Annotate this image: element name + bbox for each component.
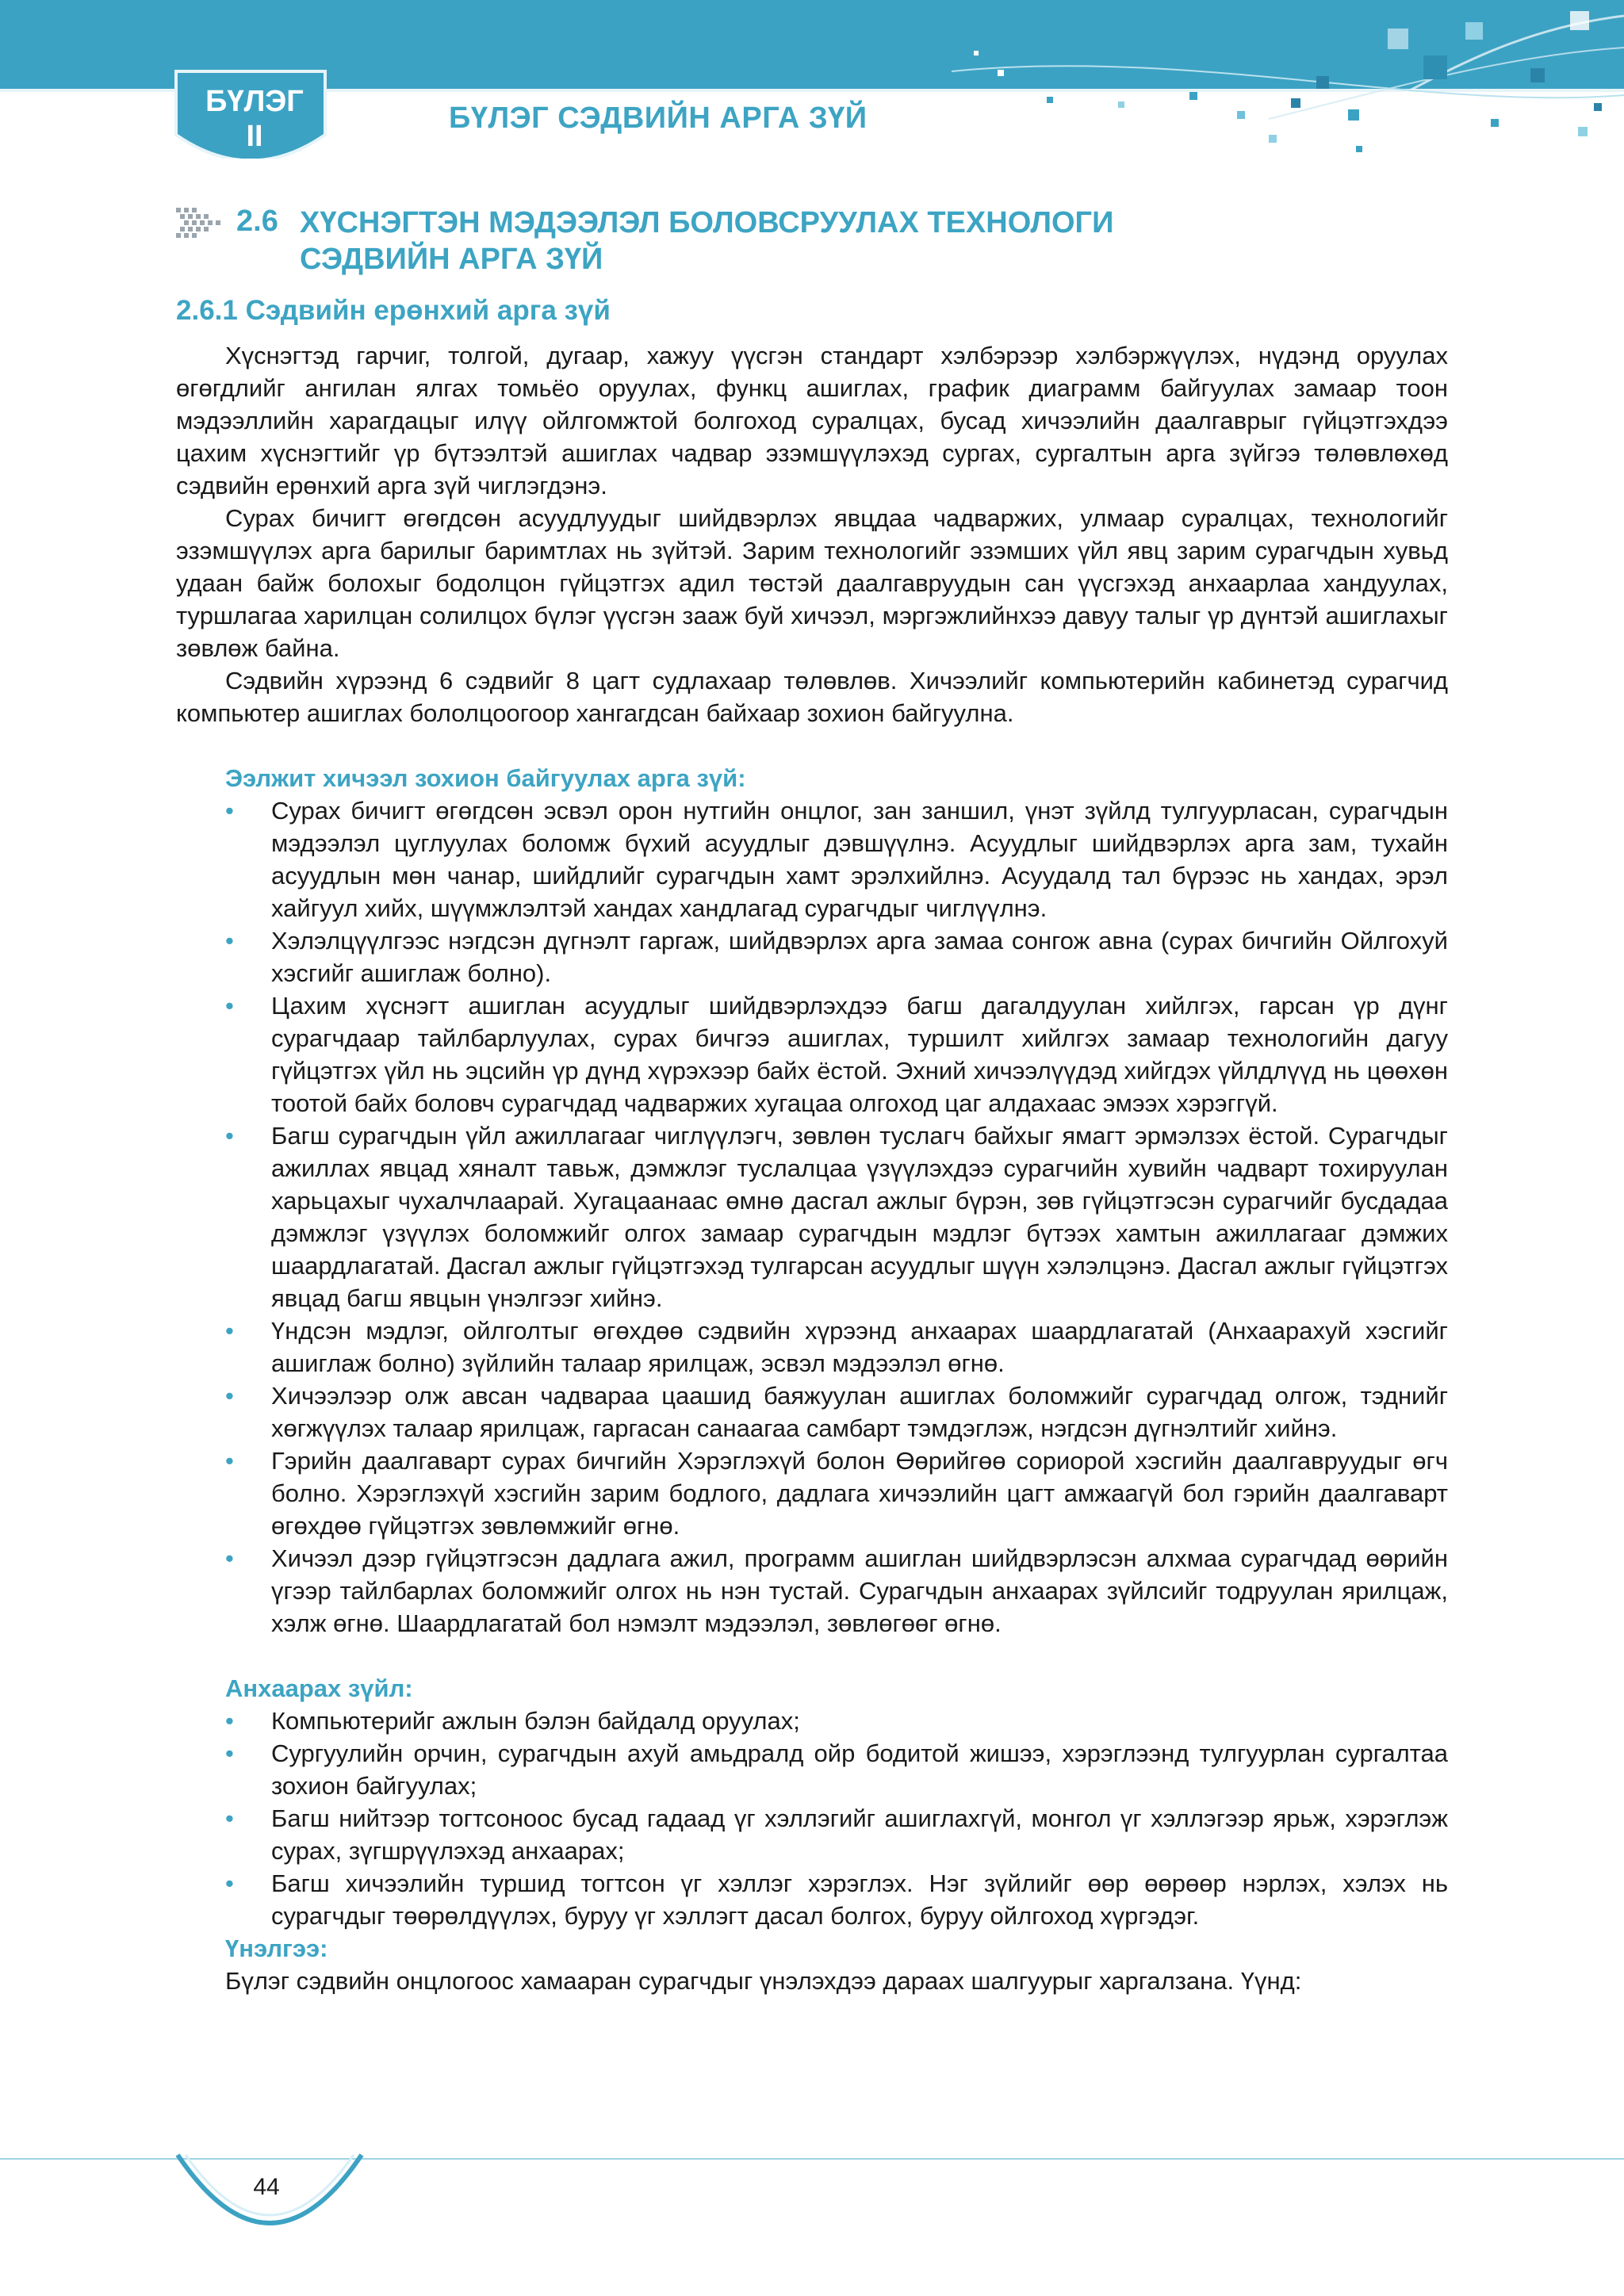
list-item <box>225 989 1448 1119</box>
list-item-text: Сурах бичигт өгөгдсөн эсвэл орон нутгийн онцлог, зан заншил, үнэт зүйлд тулгуурласан, сурагчдын мэдээлэл цуглуулах боломж бүхий асуудлыг дэвшүүлнэ. Асуудлыг шийдвэрлэх арга зам, тухайн асуудлын мөн чанар, шийдлийг сурагчдын хамт эрэлхийлнэ. Асуудалд тал бүрээс нь хандах, эрэл хайгуул хийх, шүүмжлэлтэй хандах хандлагад сурагчдыг чиглүүлнэ. <box>271 797 1448 922</box>
list-item-text: Үндсэн мэдлэг, ойлголтыг өгөхдөө сэдвийн хүрээнд анхаарах шаардлагатай (Анхаарахуй хэсгийг ашиглаж болно) зүйлийн талаар ярилцаж, эсвэл мэдээлэл өгнө. <box>271 1317 1448 1377</box>
paragraph: Сэдвийн хүрээнд 6 сэдвийг 8 цагт судлахаар төлөвлөв. Хичээлийг компьютерийн кабинетэд сурагчид компьютер ашиглах бололцоогоор хангагдсан байхаар зохион байгуулна. <box>176 667 1448 727</box>
list-item-text: Хэлэлцүүлгээс нэгдсэн дүгнэлт гаргаж, шийдвэрлэх арга замаа сонгож авна (сурах бичгийн Ойлгохуй хэсгийг ашиглаж болно). <box>271 927 1448 987</box>
bullet-icon: • <box>225 992 234 1020</box>
list-item-text: Компьютерийг ажлын бэлэн байдалд оруулах; <box>271 1707 800 1735</box>
footer-arc-graphic <box>174 2141 365 2275</box>
list-item-text: Хичээлээр олж авсан чадвараа цаашид баяжуулан ашиглах боломжийг сурагчдад олгож, тэднийг хөгжүүлэх талаар ярилцаж, гаргасан санаагаа самбарт тэмдэглэж, нэгдсэн дүгнэлтийг хийнэ. <box>271 1382 1448 1442</box>
section-number: 2.6 <box>236 205 278 238</box>
list-item <box>225 1867 1448 1932</box>
bullet-icon: • <box>225 1317 234 1345</box>
section-title-line-2: СЭДВИЙН АРГА ЗҮЙ <box>300 243 603 276</box>
attention-list <box>176 1705 1448 1932</box>
chapter-badge <box>184 73 325 176</box>
chapter-title: БҮЛЭГ СЭДВИЙН АРГА ЗҮЙ <box>449 101 868 135</box>
bullet-icon: • <box>225 1804 234 1832</box>
assessment-heading: Үнэлгээ: <box>225 1934 328 1962</box>
list-item <box>225 1802 1448 1867</box>
list-item-text: Хичээл дээр гүйцэтгэсэн дадлага ажил, программ ашиглан шийдвэрлэсэн алхмаа сурагчдад өөрийн үгээр тайлбарлах боломжийг олгох нь нэн тустай. Сурагчдын анхаарах зүйлсийг тодруулан ярилцаж, хэлж өгнө. Шаардлагатай бол нэмэлт мэдээлэл, зөвлөгөөг өгнө. <box>271 1544 1448 1637</box>
bullet-icon: • <box>225 1447 234 1475</box>
list-item <box>225 794 1448 924</box>
bullet-icon: • <box>225 1739 234 1767</box>
section-title-line-1: ХҮСНЭГТЭН МЭДЭЭЛЭЛ БОЛОВСРУУЛАХ ТЕХНОЛОГИ <box>300 206 1114 239</box>
bullet-icon: • <box>225 1122 234 1150</box>
list-item-text: Багш нийтээр тогтсоноос бусад гадаад үг хэллэгийг ашиглахгүй, монгол үг хэллэгээр ярьж, хэрэглэж сурах, зүгшрүүлэхэд анхаарах; <box>271 1804 1448 1865</box>
list-item-text: Багш хичээлийн туршид тогтсон үг хэллэг хэрэглэх. Нэг зүйлийг өөр өөрөөр нэрлэх, хэлэх нь сурагчдыг төөрөлдүүлэх, буруу үг хэллэгт дасал болгох, буруу ойлгоход хүргэдэг. <box>271 1869 1448 1930</box>
list-item <box>225 1737 1448 1802</box>
assessment-text: Бүлэг сэдвийн онцлогоос хамааран сурагчдыг үнэлэхдээ дараах шалгуурыг харгалзана. Үүнд: <box>225 1967 1302 1995</box>
bullet-icon: • <box>225 1382 234 1410</box>
list-item <box>225 1314 1448 1380</box>
bullet-icon: • <box>225 927 234 955</box>
list-item <box>225 1380 1448 1445</box>
list-item-text: Багш сурагчдын үйл ажиллагааг чиглүүлэгч, зөвлөн туслагч байхыг ямагт эрмэлзэх ёстой. Сурагчдыг ажиллах явцад хяналт тавьж, дэмжлэг туслалцаа үзүүлэхдээ сурагчийн хувийн чадварт тохируулан харьцахыг чухалчлаарай. Хугацаанаас өмнө дасгал ажлыг бүрэн, зөв гүйцэтгэсэн сурагчийг бусдадаа дэмжлэг үзүүлэх боломжийг олгох замаар сурагчдын мэдлэг бүтээх хамтын ажиллагааг дэмжих шаардлагатай. Дасгал ажлыг гүйцэтгэхэд тулгарсан асуудлыг шүүн хэлэлцэнэ. Дасгал ажлыг гүйцэтгэх явцад багш явцын үнэлгээг хийнэ. <box>271 1122 1448 1312</box>
bullet-icon: • <box>225 1707 234 1735</box>
bullet-icon: • <box>225 797 234 825</box>
list-item-text: Гэрийн даалгаварт сурах бичгийн Хэрэглэхүй болон Өөрийгөө сориорой хэсгийн даалгавруудыг өгч болно. Хэрэглэхүй хэсгийн зарим бодлого, дадлага хичээлийн цагт амжаагүй бол гэрийн даалгаварт өгөхдөө гүйцэтгэх зөвлөмжийг өгнө. <box>271 1447 1448 1540</box>
paragraph: Сурах бичигт өгөгдсөн асуудлуудыг шийдвэрлэх явцдаа чадваржих, улмаар суралцах, технологийг эзэмшүүлэх арга барилыг баримтлах нь зүйтэй. Зарим технологийг эзэмших үйл явц зарим сурагчдын хувьд удаан байж болохыг бодолцон гүйцэтгэх адил төстэй даалгавруудын сан үүсгэхэд анхаарлаа хандуулах, туршлагаа харилцан солилцох бүлэг үүсгэн зааж буй хичээл, мэргэжлийнхээ давуу талыг үр дүнтэй ашиглахыг зөвлөж байна. <box>176 504 1448 662</box>
main-content <box>176 339 1448 1997</box>
list-item <box>225 1445 1448 1542</box>
page-header <box>0 0 1624 159</box>
list-item-text: Цахим хүснэгт ашиглан асуудлыг шийдвэрлэхдээ багш дагалдуулан хийлгэх, гарсан үр дүнг сурагчдаар тайлбарлуулах, сурах бичгээ ашиглах, туршилт хийлгэх замаар технологийн дагуу гүйцэтгэх үйл нь эцсийн үр дүнд хүрэхээр байх ёстой. Эхний хичээлүүдэд хийгдэх үйлдлүүд нь цөөхөн тоотой байх боловч сурагчдад чадваржих хугацаа олгоход цаг алдахаас эмээх хэрэггүй. <box>271 992 1448 1117</box>
bullet-icon: • <box>225 1544 234 1572</box>
list-item-text: Сургуулийн орчин, сурагчдын ахуй амьдралд ойр бодитой жишээ, хэрэглээнд тулгуурлан сургалтаа зохион байгуулах; <box>271 1739 1448 1800</box>
attention-heading: Анхаарах зүйл: <box>225 1674 413 1702</box>
bullet-icon: • <box>225 1869 234 1897</box>
subsection-title: 2.6.1 Сэдвийн ерөнхий арга зүй <box>176 295 611 326</box>
section-title <box>300 205 1331 277</box>
list-item <box>225 1542 1448 1640</box>
lesson-method-list <box>176 794 1448 1640</box>
section-arrow-icon <box>176 208 222 239</box>
list-item <box>225 1705 1448 1737</box>
chapter-number: II <box>246 120 263 153</box>
list-item <box>225 1119 1448 1314</box>
chapter-word: БҮЛЭГ <box>205 85 304 118</box>
lesson-method-heading: Ээлжит хичээл зохион байгуулах арга зүй: <box>225 764 746 792</box>
page-number: 44 <box>253 2174 280 2200</box>
list-item <box>225 924 1448 989</box>
paragraph: Хүснэгтэд гарчиг, толгой, дугаар, хажуу үүсгэн стандарт хэлбэрээр хэлбэржүүлэх, нүдэнд оруулах өгөгдлийг ангилан ялгах томьёо оруулах, функц ашиглах, график диаграмм байгуулах замаар тоон мэдээллийн харагдацыг илүү ойлгомжтой болгоход суралцах, бусад хичээлийн даалгаврыг гүйцэтгэхдээ цахим хүснэгтийг үр бүтээлтэй ашиглах чадвар эзэмшүүлэхэд сургах, сургалтын арга зүйгээ төлөвлөхөд сэдвийн ерөнхий арга зүй чиглэгдэнэ. <box>176 342 1448 499</box>
